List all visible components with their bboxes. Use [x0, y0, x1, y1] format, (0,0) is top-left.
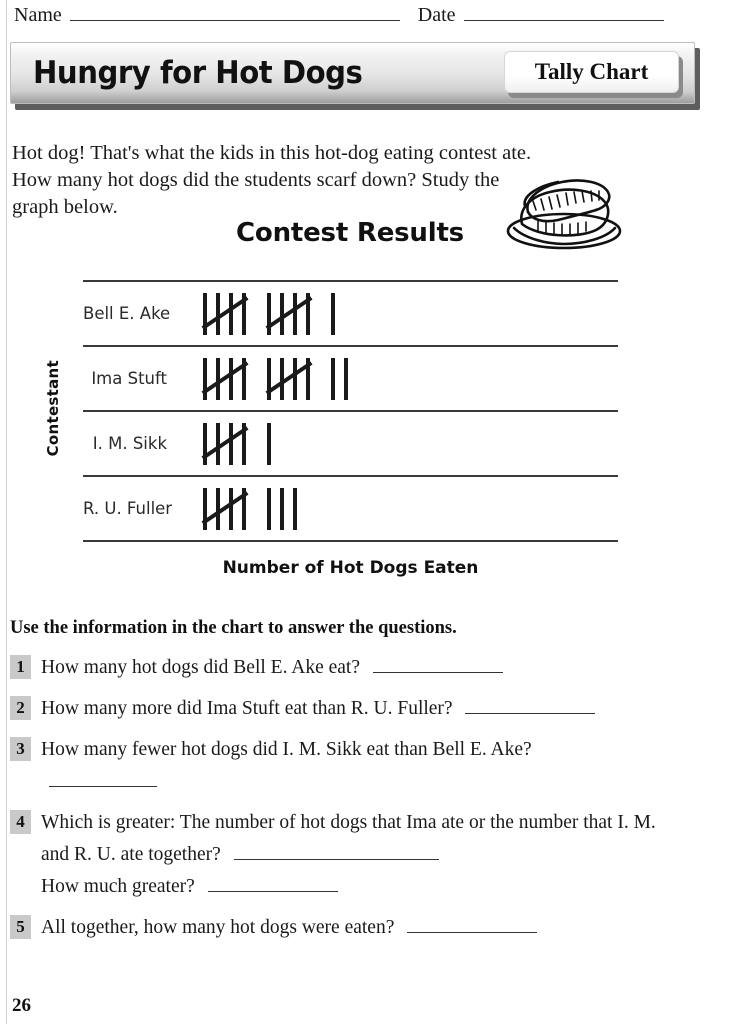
question-number: 3: [10, 737, 31, 761]
question-5: [10, 912, 710, 944]
name-date-row: [14, 4, 714, 34]
worksheet-type-badge: [504, 51, 679, 95]
question-text: How many more did Ima Stuft eat than R. U. Fuller?: [41, 698, 453, 719]
answer-line[interactable]: [465, 699, 595, 714]
chart-rule: [83, 540, 618, 542]
tally-marks: [181, 422, 271, 466]
page-title: Hungry for Hot Dogs: [33, 55, 363, 91]
name-input-line[interactable]: [70, 4, 400, 21]
tally-group-five: [203, 422, 246, 466]
question-4: [10, 807, 710, 903]
question-3: [10, 734, 710, 798]
tally-marks: [181, 487, 297, 531]
question-2: [10, 693, 710, 725]
questions-list: [10, 652, 710, 953]
question-1: [10, 652, 710, 684]
title-banner: [10, 42, 695, 106]
table-row: [83, 412, 618, 475]
tally-group-five: [267, 357, 310, 401]
question-text: All together, how many hot dogs were eaten?: [41, 917, 395, 938]
answer-line[interactable]: [208, 877, 338, 892]
answer-line[interactable]: [49, 772, 157, 787]
row-label: R. U. Fuller: [83, 499, 173, 518]
date-input-line[interactable]: [464, 4, 664, 21]
question-number: 1: [10, 655, 31, 679]
tally-chart: [83, 280, 618, 542]
answer-line[interactable]: [373, 658, 503, 673]
tally-group-remainder: [331, 357, 348, 401]
tally-group-remainder: [267, 422, 271, 466]
row-label: Bell E. Ake: [83, 304, 171, 323]
intro-paragraph: Hot dog! That's what the kids in this hot-dog eating contest ate. How many hot dogs did the students scarf down? Study the graph below.: [12, 142, 532, 218]
answer-line[interactable]: [234, 845, 439, 860]
row-label: I. M. Sikk: [92, 434, 167, 453]
tally-group-five: [203, 487, 246, 531]
question-number: 2: [10, 696, 31, 720]
date-label: Date: [417, 4, 456, 26]
question-text: How many fewer hot dogs did I. M. Sikk eat than Bell E. Ake?: [41, 739, 532, 760]
answer-line[interactable]: [407, 918, 537, 933]
page-number: 26: [12, 995, 31, 1016]
question-number: 5: [10, 915, 31, 939]
tally-group-remainder: [267, 487, 297, 531]
page-left-rule: [6, 0, 7, 1024]
name-label: Name: [14, 4, 62, 26]
badge-label: Tally Chart: [534, 59, 649, 84]
question-followup-text: How much greater?: [41, 876, 195, 897]
tally-group-five: [267, 292, 310, 336]
tally-group-five: [203, 357, 246, 401]
questions-instruction: Use the information in the chart to answer the questions.: [10, 618, 457, 638]
question-number: 4: [10, 810, 31, 834]
chart-title: Contest Results: [236, 218, 464, 248]
table-row: [83, 477, 618, 540]
chart-x-axis-label: Number of Hot Dogs Eaten: [222, 558, 479, 578]
tally-marks: [181, 292, 335, 336]
question-text: How many hot dogs did Bell E. Ake eat?: [41, 657, 360, 678]
tally-group-remainder: [331, 292, 335, 336]
tally-marks: [181, 357, 348, 401]
chart-y-axis-label: Contestant: [44, 360, 62, 457]
badge-surface: [504, 51, 679, 93]
row-label: Ima Stuft: [91, 369, 167, 388]
question-text: Which is greater: The number of hot dogs that Ima ate or the number that I. M. and R. U. ate together?: [41, 812, 656, 865]
table-row: [83, 282, 618, 345]
table-row: [83, 347, 618, 410]
tally-group-five: [203, 292, 246, 336]
